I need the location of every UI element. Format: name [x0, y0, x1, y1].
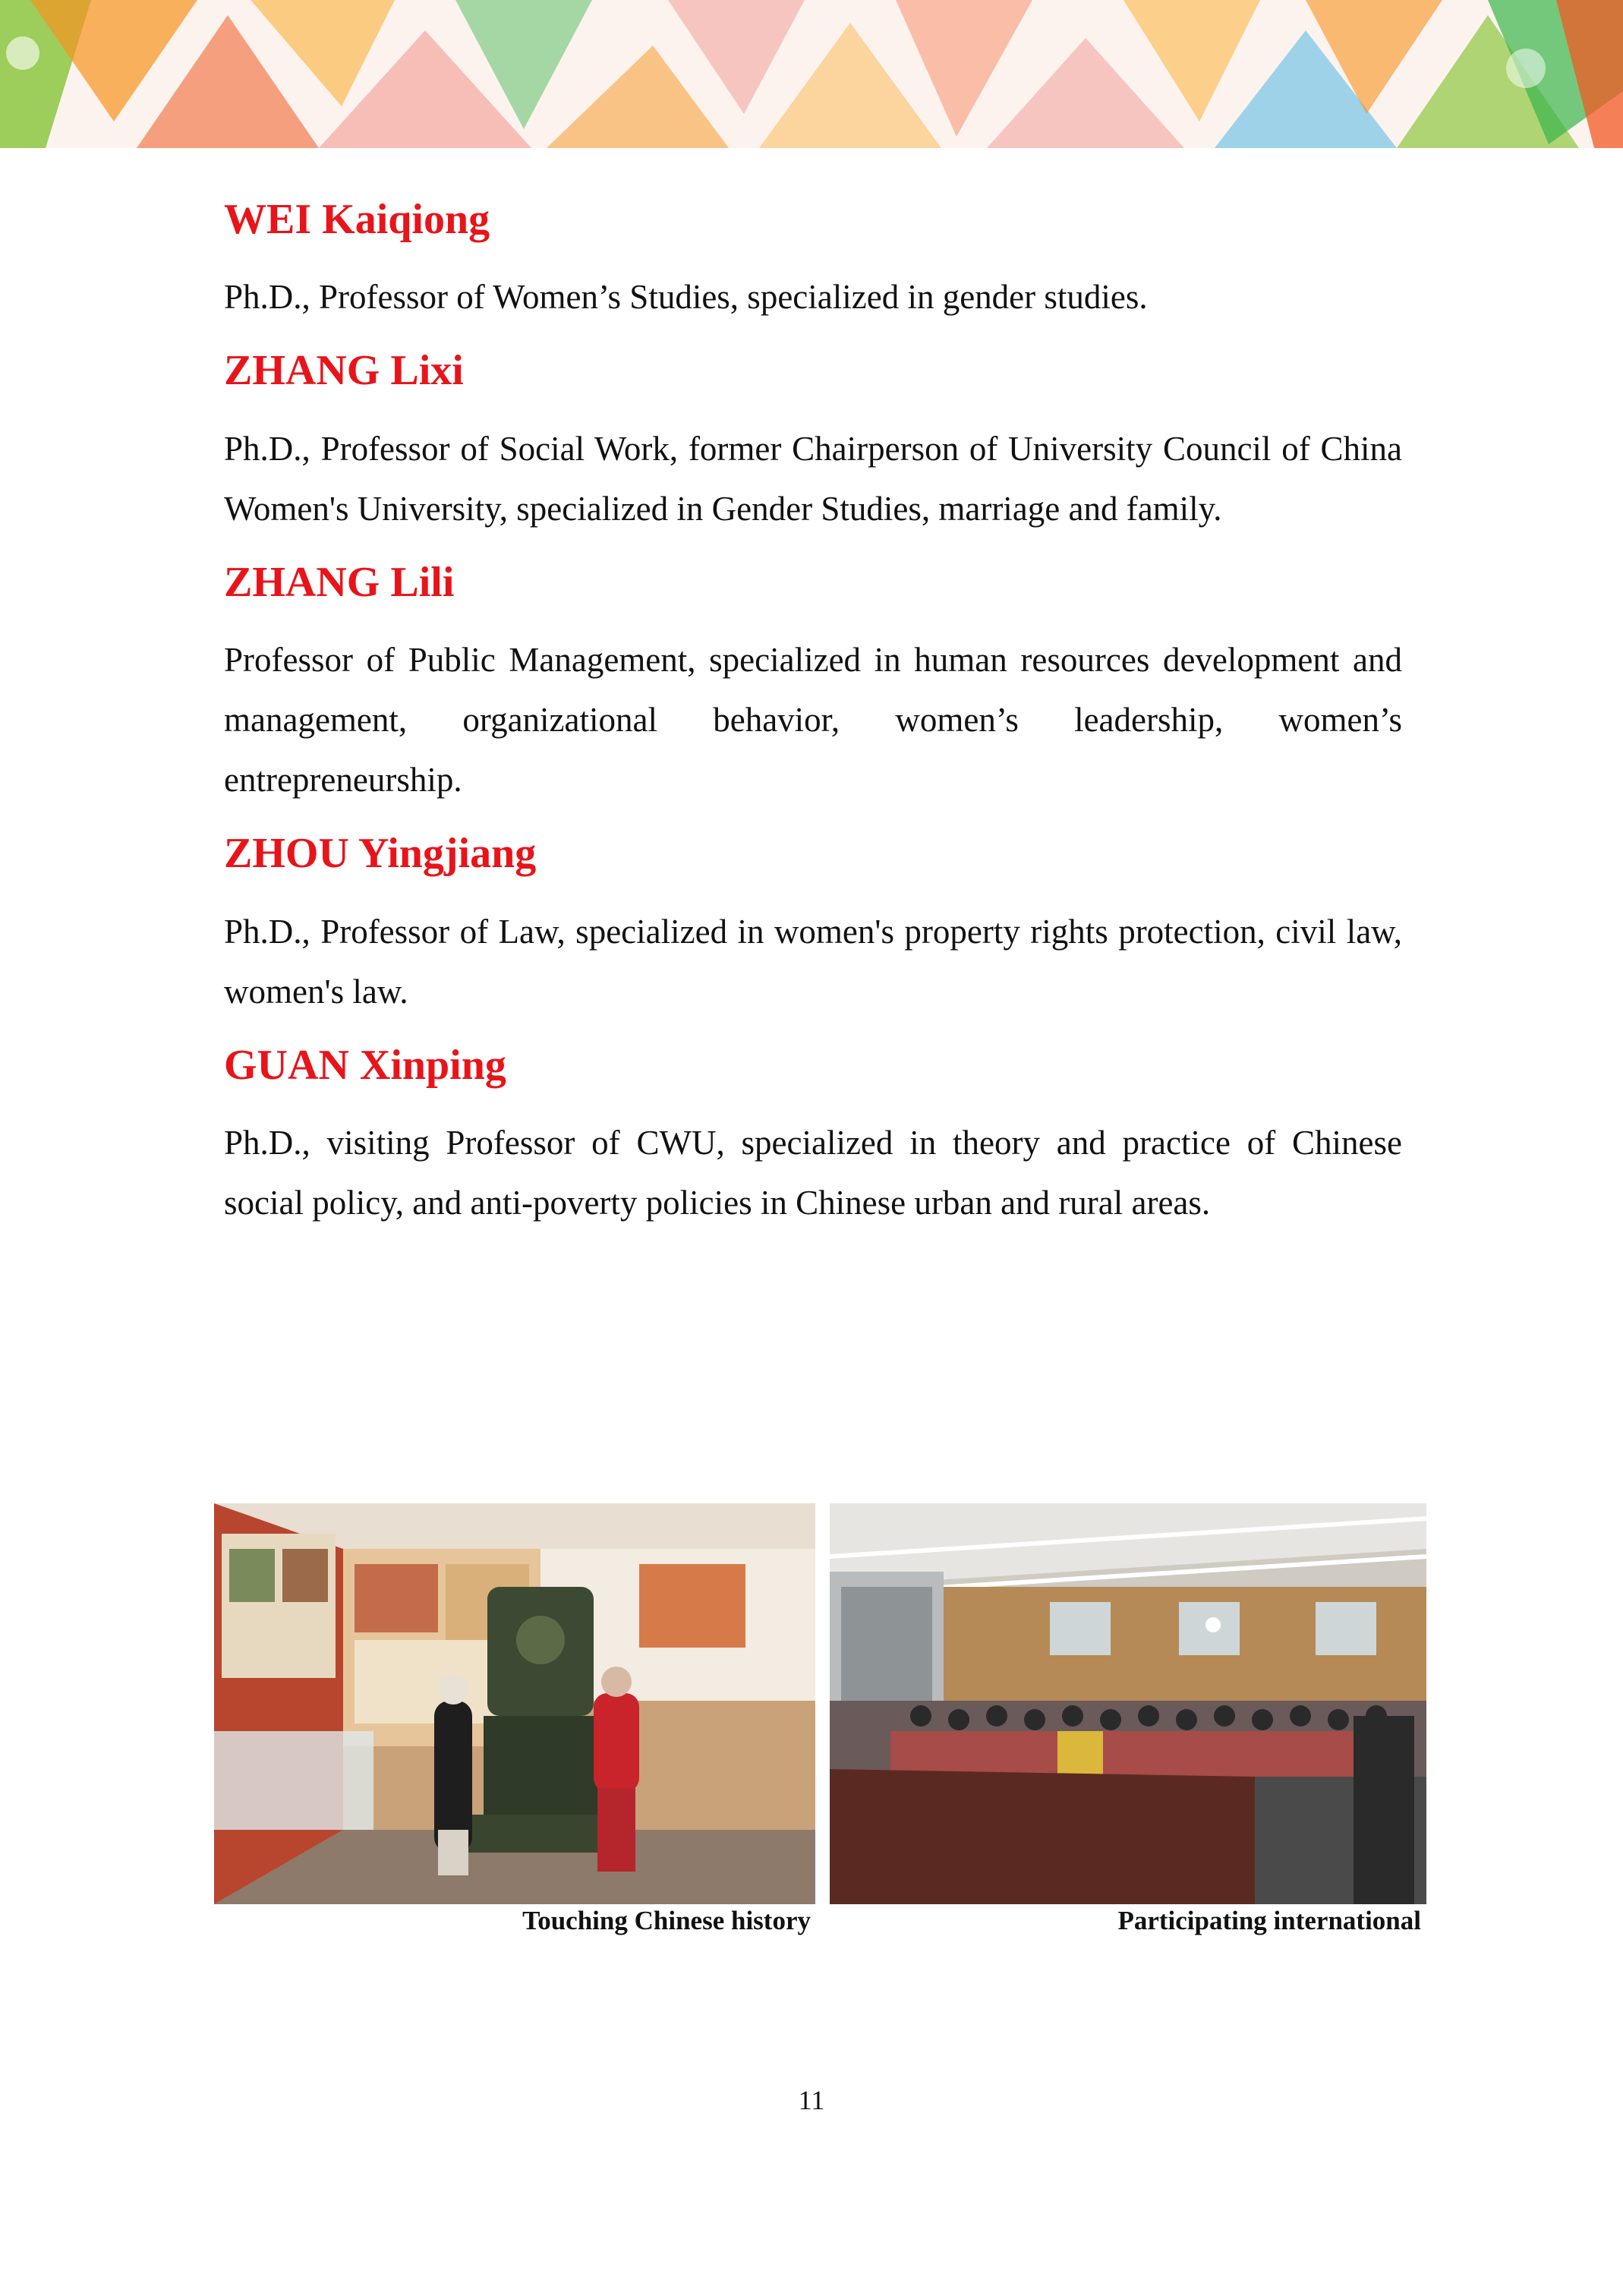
profile	[224, 553, 1402, 810]
profiles-list	[224, 190, 1402, 1247]
profile	[224, 341, 1402, 538]
profile-name: ZHOU Yingjiang	[224, 830, 537, 878]
profile-bio: Ph.D., visiting Professor of CWU, specialized in theory and practice of Chinese social policy, and anti-poverty policies in Chinese urban and rural areas.	[224, 1123, 1402, 1222]
decorative-banner	[0, 0, 1623, 148]
profile-name: WEI Kaiqiong	[224, 196, 490, 243]
profile-name: ZHANG Lixi	[224, 347, 464, 395]
profile-bio: Professor of Public Management, specialized in human resources development and management, organizational behavior, women’s leadership, women’s entrepreneurship.	[224, 641, 1402, 800]
profile-name: ZHANG Lili	[224, 558, 455, 606]
museum-photo	[214, 1503, 815, 1904]
profile-bio: Ph.D., Professor of Law, specialized in women's property rights protection, civil law, women's law.	[224, 912, 1402, 1011]
conference-photo	[830, 1503, 1426, 1904]
photo-caption: Touching Chinese history	[522, 1906, 811, 1935]
profile	[224, 824, 1402, 1021]
profile	[224, 1036, 1402, 1233]
profile	[224, 190, 1402, 327]
photo-caption: Participating international	[1117, 1906, 1421, 1935]
profile-bio: Ph.D., Professor of Women’s Studies, specialized in gender studies.	[224, 278, 1148, 317]
profile-name: GUAN Xinping	[224, 1041, 506, 1089]
page-number: 11	[798, 2085, 825, 2115]
profile-bio: Ph.D., Professor of Social Work, former Chairperson of University Council of China Women's University, specialized in Gender Studies, marriage and family.	[224, 429, 1402, 528]
